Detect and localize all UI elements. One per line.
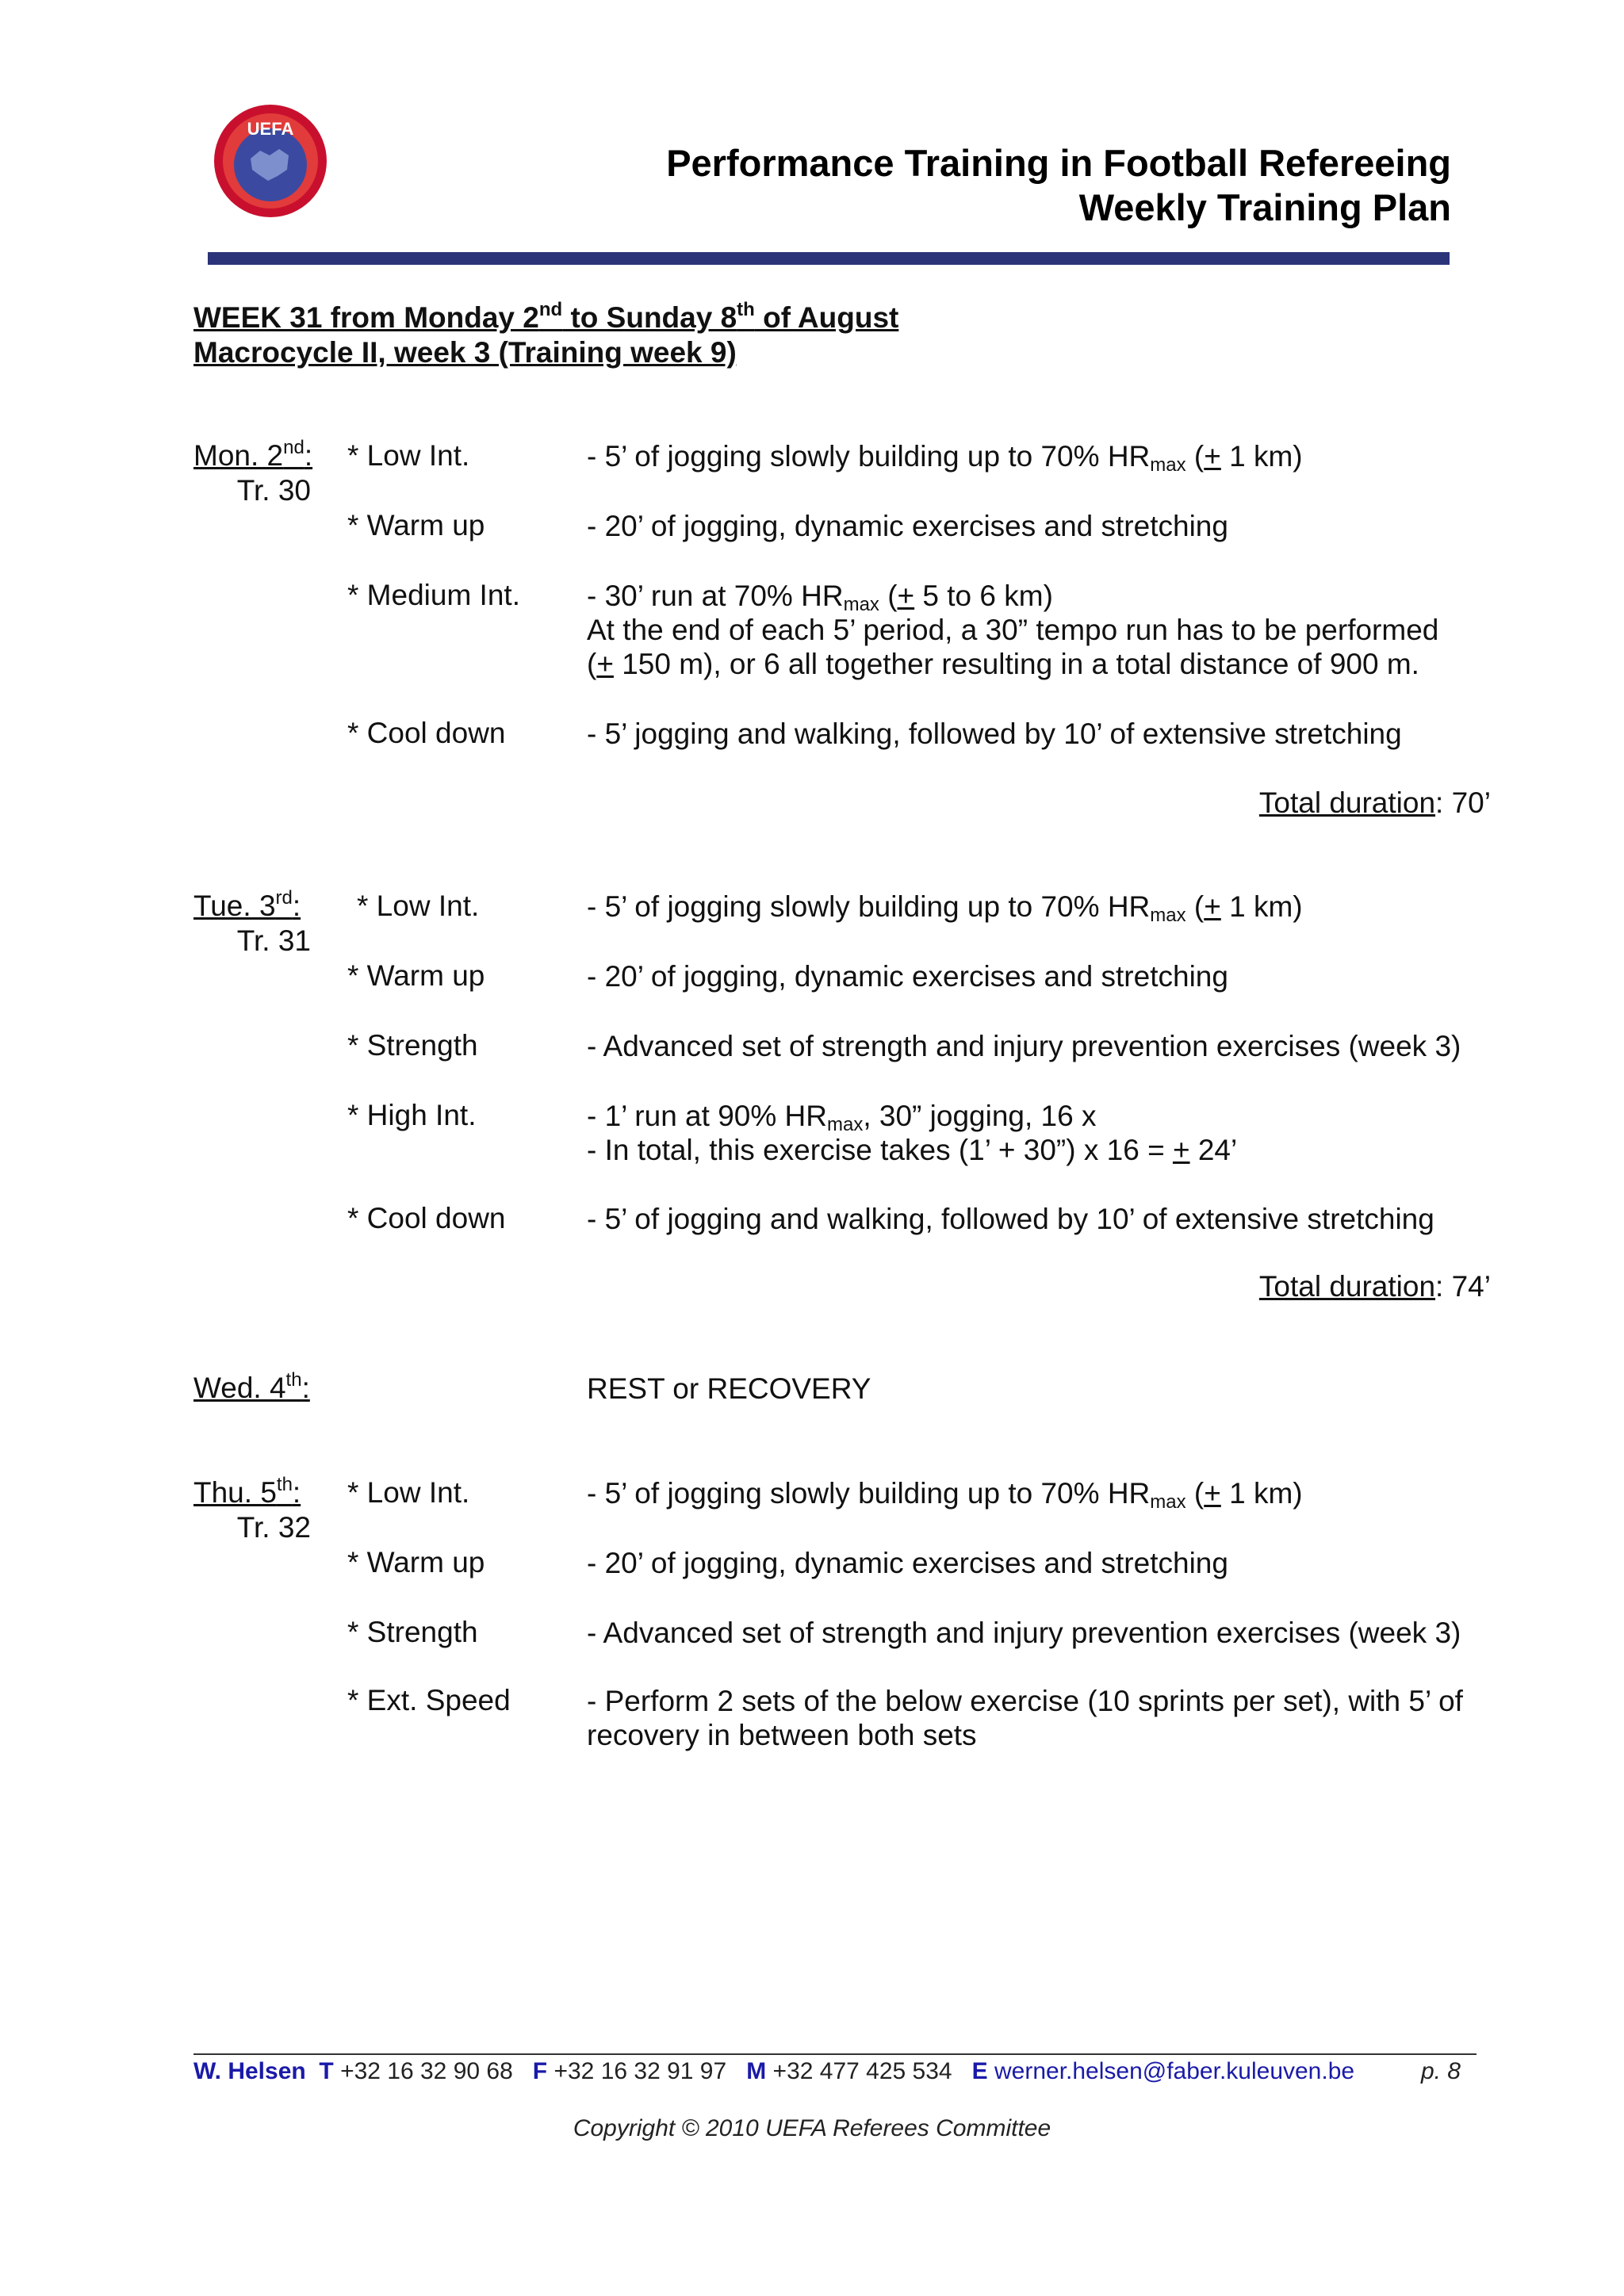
activity-cool-down: * Cool down: [347, 1202, 506, 1234]
desc-strength: - Advanced set of strength and injury prevention exercises (week 3): [587, 1617, 1461, 1649]
uefa-logo: [213, 103, 328, 219]
desc-medium-int: - 30’ run at 70% $HR_{max}$ (+ 5 to 6 km) At the end of each 5’ period, a 30” tempo run has to be performed (+ 150 m), or 6 all together resulting in a total distance of 900 m.: [587, 580, 1439, 680]
activity-strength: * Strength: [347, 1616, 478, 1648]
desc-cool-down: - 5’ jogging and walking, followed by 10’ of extensive stretching: [587, 718, 1402, 750]
day-label-wednesday: Wed. 4th:: [193, 1369, 310, 1404]
activity-warm-up: * Warm up: [347, 959, 485, 992]
author-name: W. Helsen: [193, 2058, 306, 2084]
svg-text:UEFA: UEFA: [247, 119, 294, 139]
activity-high-int: * High Int.: [347, 1099, 477, 1131]
desc-low-int: - 5’ of jogging slowly building up to 70% $HR_{max}$ (+ 1 km): [587, 1477, 1303, 1513]
footer-divider: [193, 2053, 1477, 2055]
copyright: Copyright © 2010 UEFA Referees Committee: [573, 2115, 1051, 2141]
activity-warm-up: * Warm up: [347, 1546, 485, 1578]
activity-low-int: * Low Int.: [347, 439, 470, 472]
fax-number: +32 16 32 91 97: [553, 2058, 727, 2084]
desc-low-int: - 5’ of jogging slowly building up to 70% $HR_{max}$ (+ 1 km): [587, 890, 1303, 926]
day-label-thursday: Thu. 5th:: [193, 1474, 301, 1509]
activity-warm-up: * Warm up: [347, 509, 485, 541]
training-number-30: Tr. 30: [236, 474, 311, 507]
document-title: [666, 141, 1451, 230]
week-heading: WEEK 31 from Monday 2nd to Sunday 8th of August: [193, 299, 899, 334]
activity-cool-down: * Cool down: [347, 717, 506, 749]
macrocycle-heading: Macrocycle II, week 3 (Training week 9): [193, 336, 737, 369]
total-duration-tuesday: Total duration: 74’: [1258, 1270, 1491, 1303]
training-number-32: Tr. 32: [236, 1511, 311, 1544]
desc-warm-up: - 20’ of jogging, dynamic exercises and stretching: [587, 960, 1228, 993]
activity-strength: * Strength: [347, 1029, 478, 1062]
title-line-2: Weekly Training Plan: [1078, 186, 1451, 228]
desc-rest: REST or RECOVERY: [587, 1372, 871, 1405]
day-label-tuesday: Tue. 3rd:: [193, 887, 301, 922]
desc-high-int: - 1’ run at 90% $HR_{max}$, 30” jogging, 16 x - In total, this exercise takes (1’ + 30”) x 16 = + 24’: [587, 1100, 1238, 1166]
activity-medium-int: * Medium Int.: [347, 579, 520, 611]
email-link[interactable]: werner.helsen@faber.kuleuven.be: [994, 2058, 1355, 2084]
title-line-1: Performance Training in Football Refereeing: [666, 142, 1451, 184]
desc-warm-up: - 20’ of jogging, dynamic exercises and stretching: [587, 1547, 1228, 1579]
desc-strength: - Advanced set of strength and injury prevention exercises (week 3): [587, 1030, 1461, 1062]
phone-number: +32 16 32 90 68: [340, 2058, 513, 2084]
desc-ext-speed: - Perform 2 sets of the below exercise (10 sprints per set), with 5’ of recovery in between both sets: [587, 1685, 1463, 1751]
activity-low-int: * Low Int.: [357, 890, 480, 922]
activity-low-int: * Low Int.: [347, 1476, 470, 1509]
desc-cool-down: - 5’ of jogging and walking, followed by 10’ of extensive stretching: [587, 1203, 1434, 1235]
day-label-monday: Mon. 2nd:: [193, 437, 313, 472]
header-divider: [208, 252, 1450, 265]
total-duration-monday: Total duration: 70’: [1258, 786, 1491, 819]
activity-ext-speed: * Ext. Speed: [347, 1684, 511, 1716]
desc-warm-up: - 20’ of jogging, dynamic exercises and stretching: [587, 510, 1228, 542]
footer-contact: W. Helsen T +32 16 32 90 68 F +32 16 32 91 97 M +32 477 425 534 E werner.helsen@faber.kuleuven.be p. 8: [193, 2058, 1461, 2084]
desc-low-int: - 5’ of jogging slowly building up to 70% $HR_{max}$ (+ 1 km): [587, 440, 1303, 476]
page-number: p. 8: [1420, 2058, 1461, 2084]
mobile-number: +32 477 425 534: [772, 2058, 952, 2084]
training-number-31: Tr. 31: [236, 924, 311, 957]
